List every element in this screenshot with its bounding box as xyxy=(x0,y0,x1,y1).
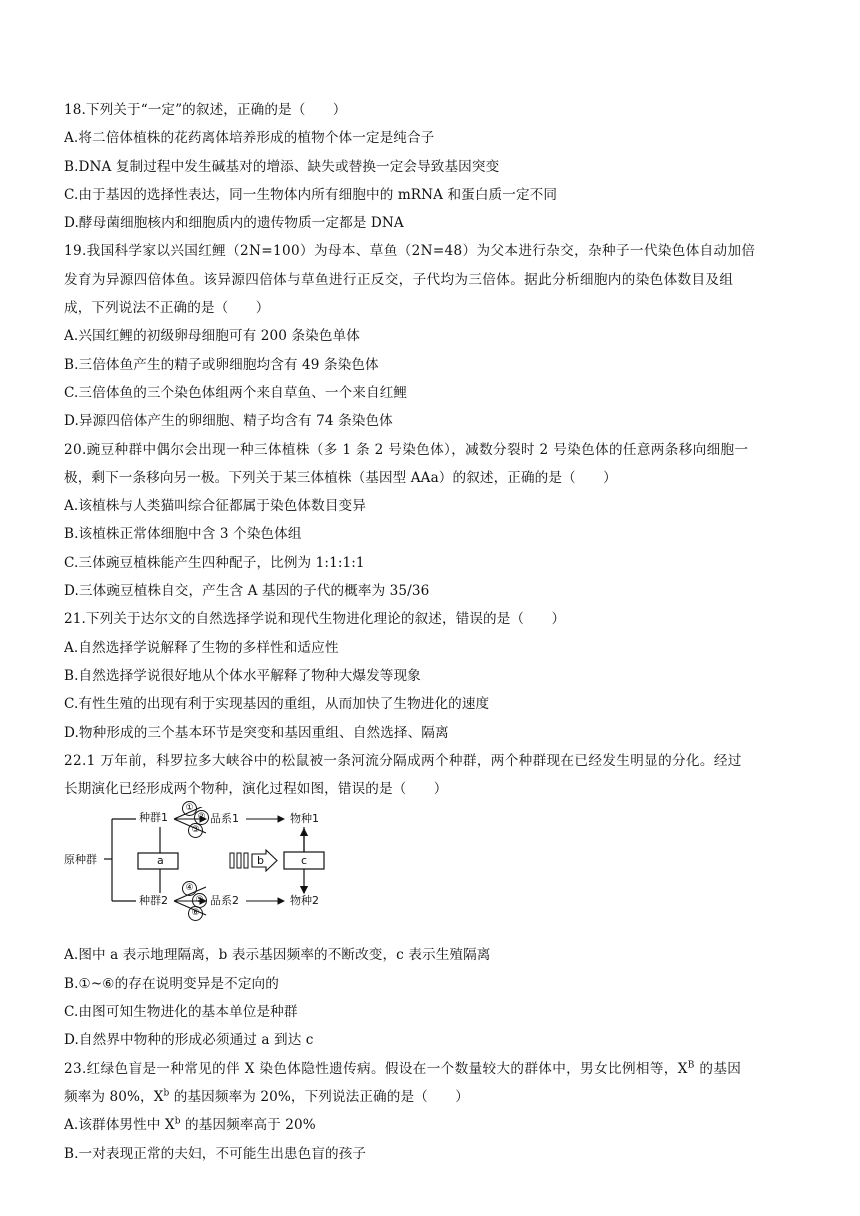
diagram-marker-3: ③ xyxy=(188,823,203,838)
diagram-box-c-label: c xyxy=(301,854,308,868)
diagram-label-original-population: 原种群 xyxy=(64,853,97,867)
question-19-stem-line3: 成，下列说法不正确的是（ ） xyxy=(64,300,270,317)
question-19-option-d: D.异源四倍体产生的卵细胞、精子均含有 74 条染色体 xyxy=(64,413,393,430)
diagram-label-strain-1: 品系1 xyxy=(210,812,239,826)
diagram-label-species-2: 物种2 xyxy=(290,894,319,908)
diagram-marker-2: ② xyxy=(194,810,209,825)
question-content xyxy=(64,96,804,1168)
diagram-label-population-1: 种群1 xyxy=(139,811,168,825)
question-23-stem-line1 xyxy=(64,1055,804,1083)
question-22-option-d: D.自然界中物种的形成必须通过 a 到达 c xyxy=(64,1032,314,1049)
question-22-option-c: C.由图可知生物进化的基本单位是种群 xyxy=(64,1004,298,1021)
diagram-label-strain-2: 品系2 xyxy=(210,894,239,908)
question-21-option-a: A.自然选择学说解释了生物的多样性和适应性 xyxy=(64,639,339,656)
question-19-option-c: C.三倍体鱼的三个染色体组两个来自草鱼、一个来自红鲤 xyxy=(64,384,408,401)
question-20-option-c: C.三体豌豆植株能产生四种配子，比例为 1:1:1:1 xyxy=(64,554,365,571)
question-19-option-b: B.三倍体鱼产生的精子或卵细胞均含有 49 条染色体 xyxy=(64,356,379,373)
question-19-stem-line2: 发育为异源四倍体鱼。该异源四倍体与草鱼进行正反交，子代均为三倍体。据此分析细胞内的染色体数目及组 xyxy=(64,271,734,288)
diagram-marker-1: ① xyxy=(182,801,197,816)
q23-stem2-text: 频率为 80%，X xyxy=(64,1088,164,1105)
diagram-label-population-2: 种群2 xyxy=(139,894,168,908)
question-18-option-d: D.酵母菌细胞核内和细胞质内的遗传物质一定都是 DNA xyxy=(64,215,404,232)
question-21-option-c: C.有性生殖的出现有利于实现基因的重组，从而加快了生物进化的速度 xyxy=(64,696,490,713)
q23-stem2-tail: 的基因频率为 20%，下列说法正确的是（ ） xyxy=(169,1088,469,1105)
question-20-option-b: B.该植株正常体细胞中含 3 个染色体组 xyxy=(64,526,302,543)
diagram-box-b-label: b xyxy=(257,854,264,868)
q23-stem2-superscript: b xyxy=(163,1088,170,1099)
question-23-stem-line2 xyxy=(64,1083,804,1111)
question-18-option-c: C.由于基因的选择性表达，同一生物体内所有细胞中的 mRNA 和蛋白质一定不同 xyxy=(64,186,558,203)
question-23-option-b: B.一对表现正常的夫妇，不可能生出患色盲的孩子 xyxy=(64,1145,367,1162)
question-21-option-b: B.自然选择学说很好地从个体水平解释了物种大爆发等现象 xyxy=(64,667,421,684)
question-19-stem-line1: 19.我国科学家以兴国红鲤（2N=100）为母本、草鱼（2N=48）为父本进行杂交，杂种子一代染色体自动加倍 xyxy=(64,243,756,260)
question-20-option-d: D.三体豌豆植株自交，产生含 A 基因的子代的概率为 35/36 xyxy=(64,583,430,600)
diagram-label-species-1: 物种1 xyxy=(290,812,319,826)
question-21-stem: 21.下列关于达尔文的自然选择学说和现代生物进化理论的叙述，错误的是（ ） xyxy=(64,611,566,628)
diagram-marker-5: ⑤ xyxy=(192,893,207,908)
question-22-option-a: A.图中 a 表示地理隔离，b 表示基因频率的不断改变，c 表示生殖隔离 xyxy=(64,947,491,964)
question-22-stem-line1: 22.1 万年前，科罗拉多大峡谷中的松鼠被一条河流分隔成两个种群，两个种群现在已经发生明显的分化。经过 xyxy=(64,752,742,769)
q23-stem1-text: 23.红绿色盲是一种常见的伴 X 染色体隐性遗传病。假设在一个数量较大的群体中，男女比例相等，X xyxy=(64,1060,688,1077)
q23-stem1-superscript: B xyxy=(687,1060,695,1071)
speciation-diagram-lines xyxy=(64,807,364,937)
diagram-marker-4: ④ xyxy=(182,881,197,896)
speciation-diagram xyxy=(64,803,364,937)
question-20-stem-line2: 极，剩下一条移向另一极。下列关于某三体植株（基因型 AAa）的叙述，正确的是（ ） xyxy=(64,469,617,486)
question-22-stem-line2: 长期演化已经形成两个物种，演化过程如图，错误的是（ ） xyxy=(64,781,448,798)
question-21-option-d: D.物种形成的三个基本环节是突变和基因重组、自然选择、隔离 xyxy=(64,724,449,741)
question-18-stem: 18.下列关于“一定”的叙述，正确的是（ ） xyxy=(64,102,347,118)
question-23-option-a xyxy=(64,1111,804,1139)
question-18-option-b: B.DNA 复制过程中发生碱基对的增添、缺失或替换一定会导致基因突变 xyxy=(64,158,500,175)
question-18-option-a: A.将二倍体植株的花药离体培养形成的植物个体一定是纯合子 xyxy=(64,130,435,147)
q23-stem1-tail: 的基因 xyxy=(694,1060,742,1077)
question-22-option-b: B.①~⑥的存在说明变异是不定向的 xyxy=(64,975,279,992)
diagram-box-a-label: a xyxy=(157,854,164,868)
diagram-marker-6: ⑥ xyxy=(188,906,203,921)
q23-option-a-superscript: b xyxy=(174,1116,181,1127)
question-19-option-a: A.兴国红鲤的初级卵母细胞可有 200 条染色单体 xyxy=(64,328,360,345)
question-20-option-a: A.该植株与人类猫叫综合征都属于染色体数目变异 xyxy=(64,498,366,515)
question-20-stem-line1: 20.豌豆种群中偶尔会出现一种三体植株（多 1 条 2 号染色体），减数分裂时 2 号染色体的任意两条移向细胞一 xyxy=(64,441,749,458)
q23-option-a-tail: 的基因频率高于 20% xyxy=(180,1117,316,1134)
q23-option-a-text: A.该群体男性中 X xyxy=(64,1117,175,1134)
